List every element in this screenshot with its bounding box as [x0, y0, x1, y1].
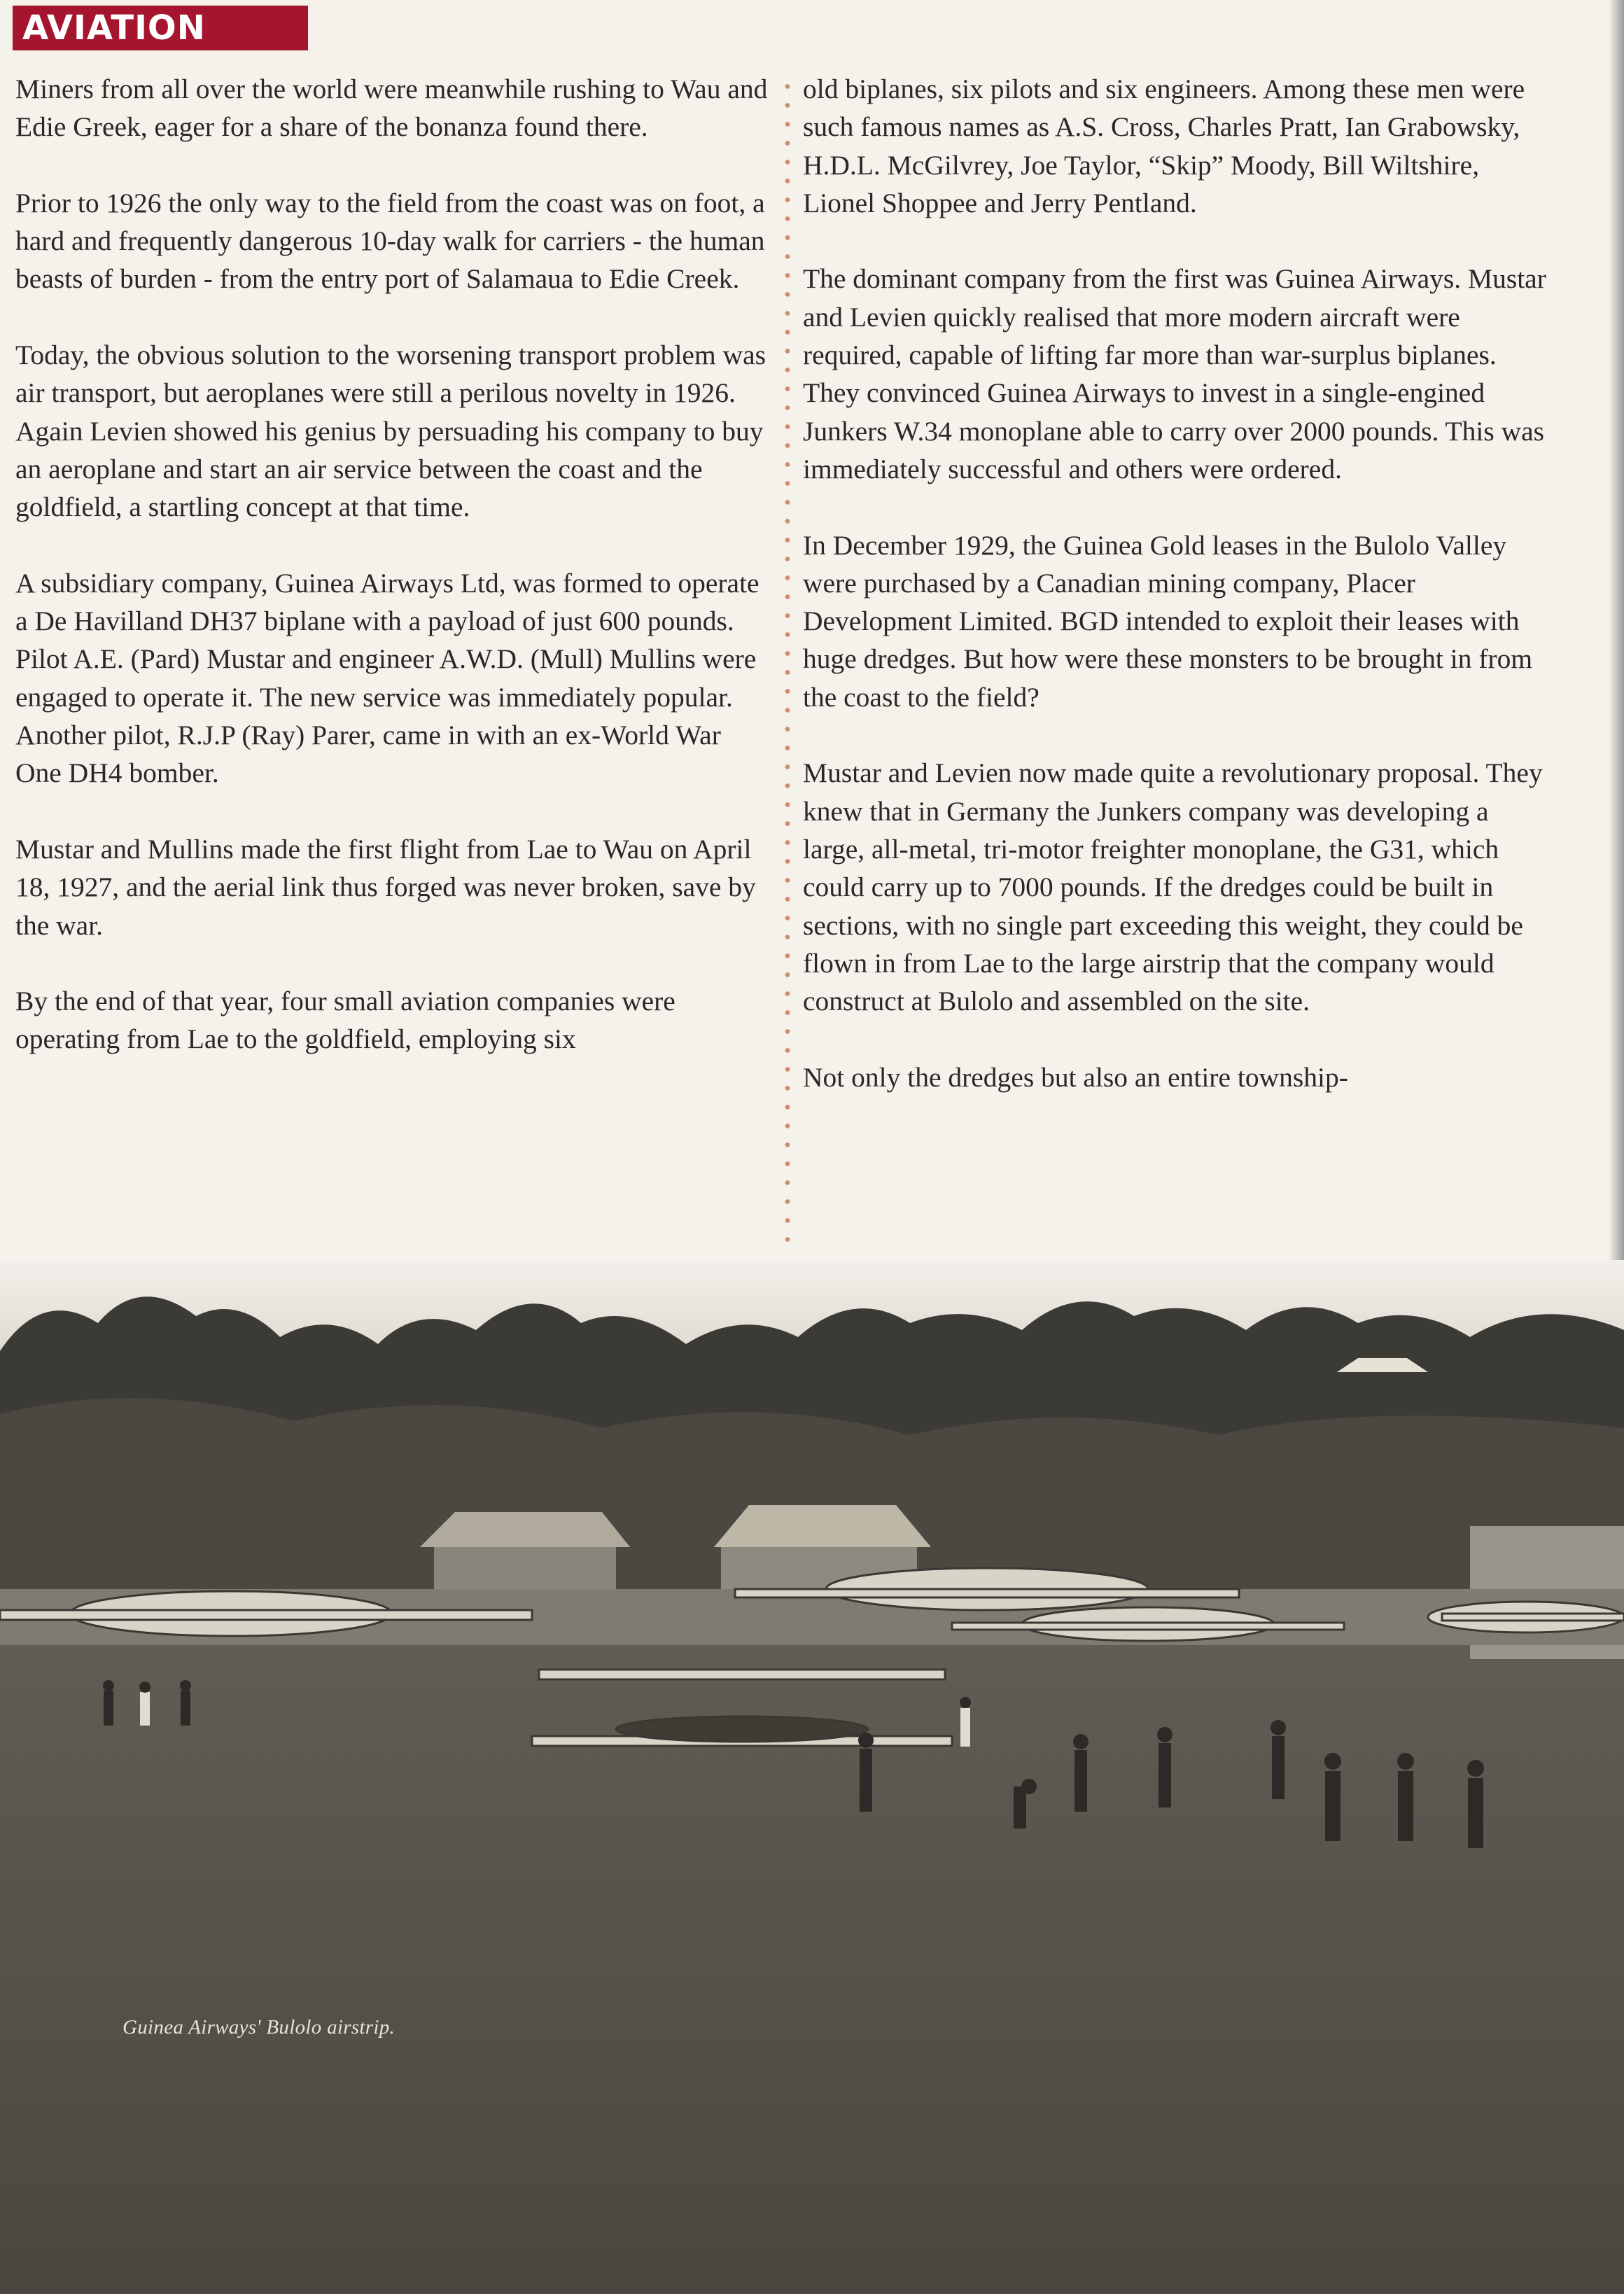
column-divider [784, 77, 791, 1253]
right-paragraph-3: In December 1929, the Guinea Gold leases in the Bulolo Valley were purchased by a Canadian mining company, Placer Development Limited. BGD intended to exploit their leases with huge dredges. But how were these monsters to be brought in from the coast to the field? [803, 529, 1533, 713]
right-paragraph-1: old biplanes, six pilots and six engineers. Among these men were such famous names as A.S. Cross, Charles Pratt, Ian Grabowsky, H.D.L. McGilvrey, Joe Taylor, “Skip” Moody, Bill Wiltshire, Lionel Shoppee and Jerry Pentland. [803, 74, 1525, 218]
section-tag: AVIATION [13, 6, 308, 50]
right-column [803, 70, 1548, 1134]
right-paragraph-2: The dominant company from the first was Guinea Airways. Mustar and Levien quickly realised that more modern aircraft were required, capable of lifting far more than war-surplus biplanes. They convinced Guinea Airways to invest in a single-engined Junkers W.34 monoplane able to carry over 2000 pounds. This was immediately successful and others were ordered. [803, 263, 1546, 484]
airstrip-photo [0, 1260, 1624, 2294]
left-column [15, 70, 771, 1096]
right-paragraph-4: Mustar and Levien now made quite a revolutionary proposal. They knew that in Germany the Junkers company was developing a large, all-metal, tri-motor freighter monoplane, the G31, which could carry up to 7000 pounds. If the dredges could be built in sections, with no single part exceeding this weight, they could be flown in from Lae to the large airstrip that the company would construct at Bulolo and assembled on the site. [803, 757, 1543, 1017]
left-paragraph-1: Miners from all over the world were meanwhile rushing to Wau and Edie Greek, eager for a share of the bonanza found there. [15, 74, 768, 143]
right-paragraph-5: Not only the dredges but also an entire township- [803, 1061, 1348, 1093]
left-paragraph-4: A subsidiary company, Guinea Airways Ltd, was formed to operate a De Havilland DH37 biplane with a payload of just 600 pounds. Pilot A.E. (Pard) Mustar and engineer A.W.D. (Mull) Mullins were engaged to operate it. The new service was immediately popular. Another pilot, R.J.P (Ray) Parer, came in with an ex-World War One DH4 bomber. [15, 567, 760, 789]
photo-caption: Guinea Airways' Bulolo airstrip. [122, 2016, 396, 2038]
left-paragraph-6: By the end of that year, four small aviation companies were operating from Lae to the goldfield, employing six [15, 986, 676, 1055]
left-paragraph-3: Today, the obvious solution to the worsening transport problem was air transport, but aeroplanes were still a perilous novelty in 1926. Again Levien showed his genius by persuading his company to buy an aeroplane and start an air service between the coast and the goldfield, a startling concept at that time. [15, 340, 766, 523]
left-paragraph-2: Prior to 1926 the only way to the field from the coast was on foot, a hard and frequently dangerous 10-day walk for carriers - the human beasts of burden - from the entry port of Salamaua to Edie Creek. [15, 187, 765, 295]
page-edge [1609, 0, 1624, 1260]
left-paragraph-5: Mustar and Mullins made the first flight from Lae to Wau on April 18, 1927, and the aerial link thus forged was never broken, save by the war. [15, 833, 756, 941]
